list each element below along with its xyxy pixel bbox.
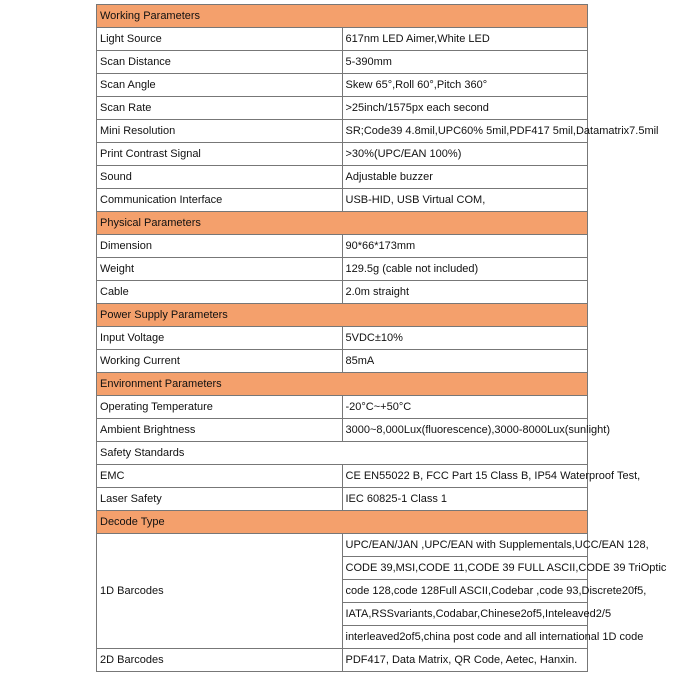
spec-value-line: code 128,code 128Full ASCII,Codebar ,code 93,Discrete20f5, [343, 580, 588, 603]
spec-row [97, 465, 588, 488]
spec-row [97, 143, 588, 166]
spec-label: 2D Barcodes [97, 649, 343, 672]
spec-value: 129.5g (cable not included) [342, 258, 588, 281]
spec-value: Skew 65°,Roll 60°,Pitch 360° [342, 74, 588, 97]
spec-label: Scan Rate [97, 97, 343, 120]
spec-value-list [342, 534, 667, 649]
section-header-row [97, 212, 588, 235]
spec-label: 1D Barcodes [97, 534, 343, 649]
spec-value: IEC 60825-1 Class 1 [342, 488, 588, 511]
spec-row [97, 396, 588, 419]
section-title: Safety Standards [97, 442, 588, 465]
spec-value: PDF417, Data Matrix, QR Code, Aetec, Hanxin. [342, 649, 588, 672]
spec-value: SR;Code39 4.8mil,UPC60% 5mil,PDF417 5mil,Datamatrix7.5mil [342, 120, 588, 143]
spec-row [97, 74, 588, 97]
section-header-row [97, 511, 588, 534]
spec-row [97, 189, 588, 212]
spec-row [97, 51, 588, 74]
spec-row [97, 350, 588, 373]
spec-label: Mini Resolution [97, 120, 343, 143]
spec-value: 5-390mm [342, 51, 588, 74]
spec-label: Communication Interface [97, 189, 343, 212]
spec-row [97, 235, 588, 258]
section-title: Power Supply Parameters [97, 304, 588, 327]
spec-value: 2.0m straight [342, 281, 588, 304]
spec-label: Input Voltage [97, 327, 343, 350]
section-header-row [97, 373, 588, 396]
spec-label: Working Current [97, 350, 343, 373]
section-header-row [97, 442, 588, 465]
spec-label: Sound [97, 166, 343, 189]
spec-label: Print Contrast Signal [97, 143, 343, 166]
section-title: Environment Parameters [97, 373, 588, 396]
section-title: Physical Parameters [97, 212, 588, 235]
spec-table [96, 4, 667, 672]
spec-row [97, 166, 588, 189]
spec-label: Light Source [97, 28, 343, 51]
spec-value: 90*66*173mm [342, 235, 588, 258]
spec-value: -20°C~+50°C [342, 396, 588, 419]
spec-row [97, 649, 588, 672]
spec-value: CE EN55022 B, FCC Part 15 Class B, IP54 Waterproof Test, [342, 465, 588, 488]
spec-row [97, 327, 588, 350]
spec-label: Cable [97, 281, 343, 304]
spec-value: 5VDC±10% [342, 327, 588, 350]
spec-row [97, 419, 588, 442]
spec-value: 617nm LED Aimer,White LED [342, 28, 588, 51]
section-title: Decode Type [97, 511, 588, 534]
spec-label: Weight [97, 258, 343, 281]
spec-row [97, 120, 588, 143]
spec-value: >30%(UPC/EAN 100%) [342, 143, 588, 166]
spec-value: Adjustable buzzer [342, 166, 588, 189]
spec-label: EMC [97, 465, 343, 488]
spec-row [97, 488, 588, 511]
spec-label: Operating Temperature [97, 396, 343, 419]
spec-label: Ambient Brightness [97, 419, 343, 442]
spec-value: 85mA [342, 350, 588, 373]
spec-value-line: IATA,RSSvariants,Codabar,Chinese2of5,Inteleaved2/5 [343, 603, 588, 626]
spec-value: 3000~8,000Lux(fluorescence),3000-8000Lux(sunlight) [342, 419, 588, 442]
spec-row [97, 534, 588, 649]
spec-value: USB-HID, USB Virtual COM, [342, 189, 588, 212]
spec-row [97, 281, 588, 304]
spec-value-line: CODE 39,MSI,CODE 11,CODE 39 FULL ASCII,CODE 39 TriOptic [343, 557, 588, 580]
spec-label: Scan Angle [97, 74, 343, 97]
spec-row [97, 28, 588, 51]
section-title: Working Parameters [97, 5, 588, 28]
section-header-row [97, 5, 588, 28]
spec-value: >25inch/1575px each second [342, 97, 588, 120]
spec-label: Scan Distance [97, 51, 343, 74]
section-header-row [97, 304, 588, 327]
spec-label: Laser Safety [97, 488, 343, 511]
spec-row [97, 97, 588, 120]
spec-value-line: UPC/EAN/JAN ,UPC/EAN with Supplementals,UCC/EAN 128, [343, 534, 588, 557]
spec-table-body [97, 5, 667, 672]
spec-label: Dimension [97, 235, 343, 258]
spec-row [97, 258, 588, 281]
spec-value-line: interleaved2of5,china post code and all international 1D code [345, 631, 644, 643]
